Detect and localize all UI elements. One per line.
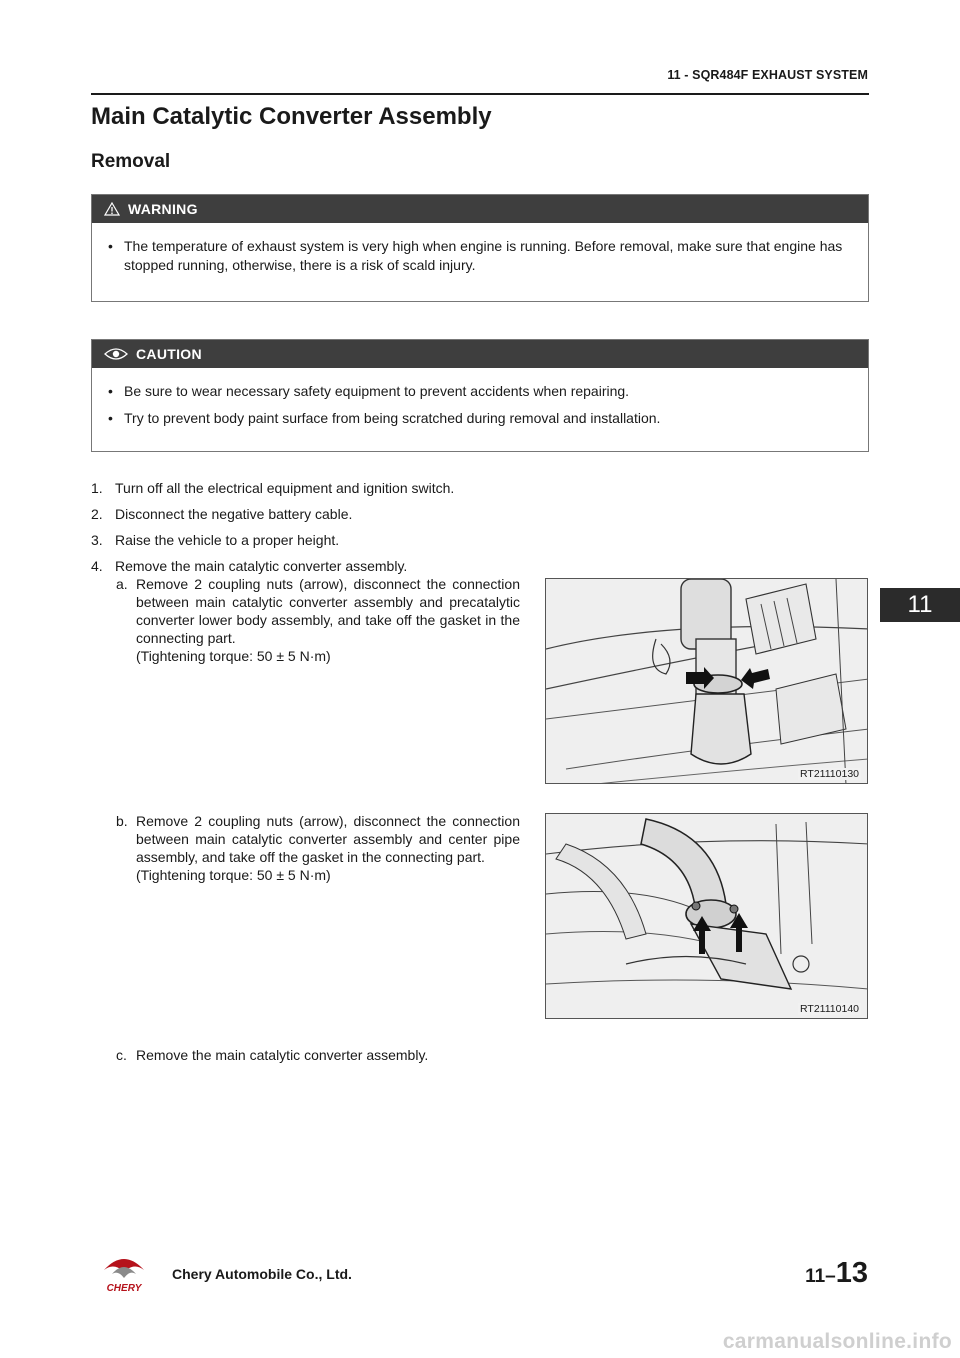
warning-box bbox=[91, 194, 869, 302]
header-rule bbox=[91, 93, 869, 95]
figure-code: RT21110140 bbox=[800, 1003, 859, 1015]
step-item bbox=[91, 479, 531, 498]
step-item bbox=[91, 505, 531, 524]
running-header: 11 - SQR484F EXHAUST SYSTEM bbox=[667, 68, 868, 82]
page-num: 13 bbox=[835, 1257, 868, 1289]
substep-text: Remove 2 coupling nuts (arrow), disconnect the connection between main catalytic converter assembly and precatalytic converter lower body assembly, and take off the gasket in the connecting part. bbox=[136, 576, 520, 646]
step-text: Raise the vehicle to a proper height. bbox=[115, 532, 340, 548]
substep-letter: a. bbox=[116, 576, 128, 592]
exhaust-illustration-a bbox=[546, 579, 868, 784]
step-number: 4. bbox=[91, 558, 103, 574]
warning-item: • The temperature of exhaust system is very high when engine is running. Before removal, make sure that engine has stopped running, otherwise, there is a risk of scald injury. bbox=[100, 237, 858, 275]
svg-text:CHERY: CHERY bbox=[106, 1283, 142, 1294]
caution-box bbox=[91, 339, 869, 452]
warning-label: WARNING bbox=[128, 201, 198, 217]
step-item bbox=[91, 531, 531, 550]
caution-item: • Be sure to wear necessary safety equipment to prevent accidents when repairing. bbox=[100, 382, 858, 401]
warning-triangle-icon bbox=[104, 202, 120, 216]
page-number bbox=[805, 1257, 868, 1290]
substep-b bbox=[116, 812, 520, 884]
warning-list bbox=[92, 223, 868, 293]
chapter-tab: 11 bbox=[880, 588, 960, 622]
figure-precatalytic-connection bbox=[545, 578, 868, 784]
chapter-prefix: 11– bbox=[805, 1266, 836, 1287]
figure-center-pipe-connection bbox=[545, 813, 868, 1019]
chery-logo bbox=[92, 1252, 156, 1299]
removal-steps bbox=[91, 479, 531, 583]
substep-text: Remove the main catalytic converter assembly. bbox=[136, 1047, 429, 1063]
watermark: carmanualsonline.info bbox=[722, 1330, 952, 1353]
substep-a bbox=[116, 575, 520, 665]
figure-code: RT21110130 bbox=[800, 768, 859, 780]
exhaust-illustration-b bbox=[546, 814, 868, 1019]
step-text: Turn off all the electrical equipment and ignition switch. bbox=[115, 480, 455, 496]
page-title: Main Catalytic Converter Assembly bbox=[91, 103, 492, 130]
section-title: Removal bbox=[91, 151, 171, 172]
warning-header bbox=[92, 195, 868, 223]
step-item bbox=[91, 557, 531, 576]
step-number: 1. bbox=[91, 480, 103, 496]
company-name: Chery Automobile Co., Ltd. bbox=[172, 1266, 352, 1282]
step-number: 3. bbox=[91, 532, 103, 548]
caution-header bbox=[92, 340, 868, 368]
substep-letter: c. bbox=[116, 1047, 127, 1063]
caution-label: CAUTION bbox=[136, 346, 202, 362]
substep-text: Remove 2 coupling nuts (arrow), disconnect the connection between main catalytic converter assembly and center pipe assembly, and take off the gasket in the connecting part. bbox=[136, 813, 520, 865]
step-number: 2. bbox=[91, 506, 103, 522]
substep-c bbox=[116, 1046, 520, 1064]
step-text: Disconnect the negative battery cable. bbox=[115, 506, 353, 522]
torque-spec: (Tightening torque: 50 ± 5 N·m) bbox=[136, 867, 331, 883]
caution-item: • Try to prevent body paint surface from being scratched during removal and installation. bbox=[100, 409, 858, 428]
caution-list bbox=[92, 368, 868, 446]
substep-letter: b. bbox=[116, 813, 128, 829]
step-text: Remove the main catalytic converter assembly. bbox=[115, 558, 408, 574]
eye-icon bbox=[104, 347, 128, 361]
torque-spec: (Tightening torque: 50 ± 5 N·m) bbox=[136, 648, 331, 664]
